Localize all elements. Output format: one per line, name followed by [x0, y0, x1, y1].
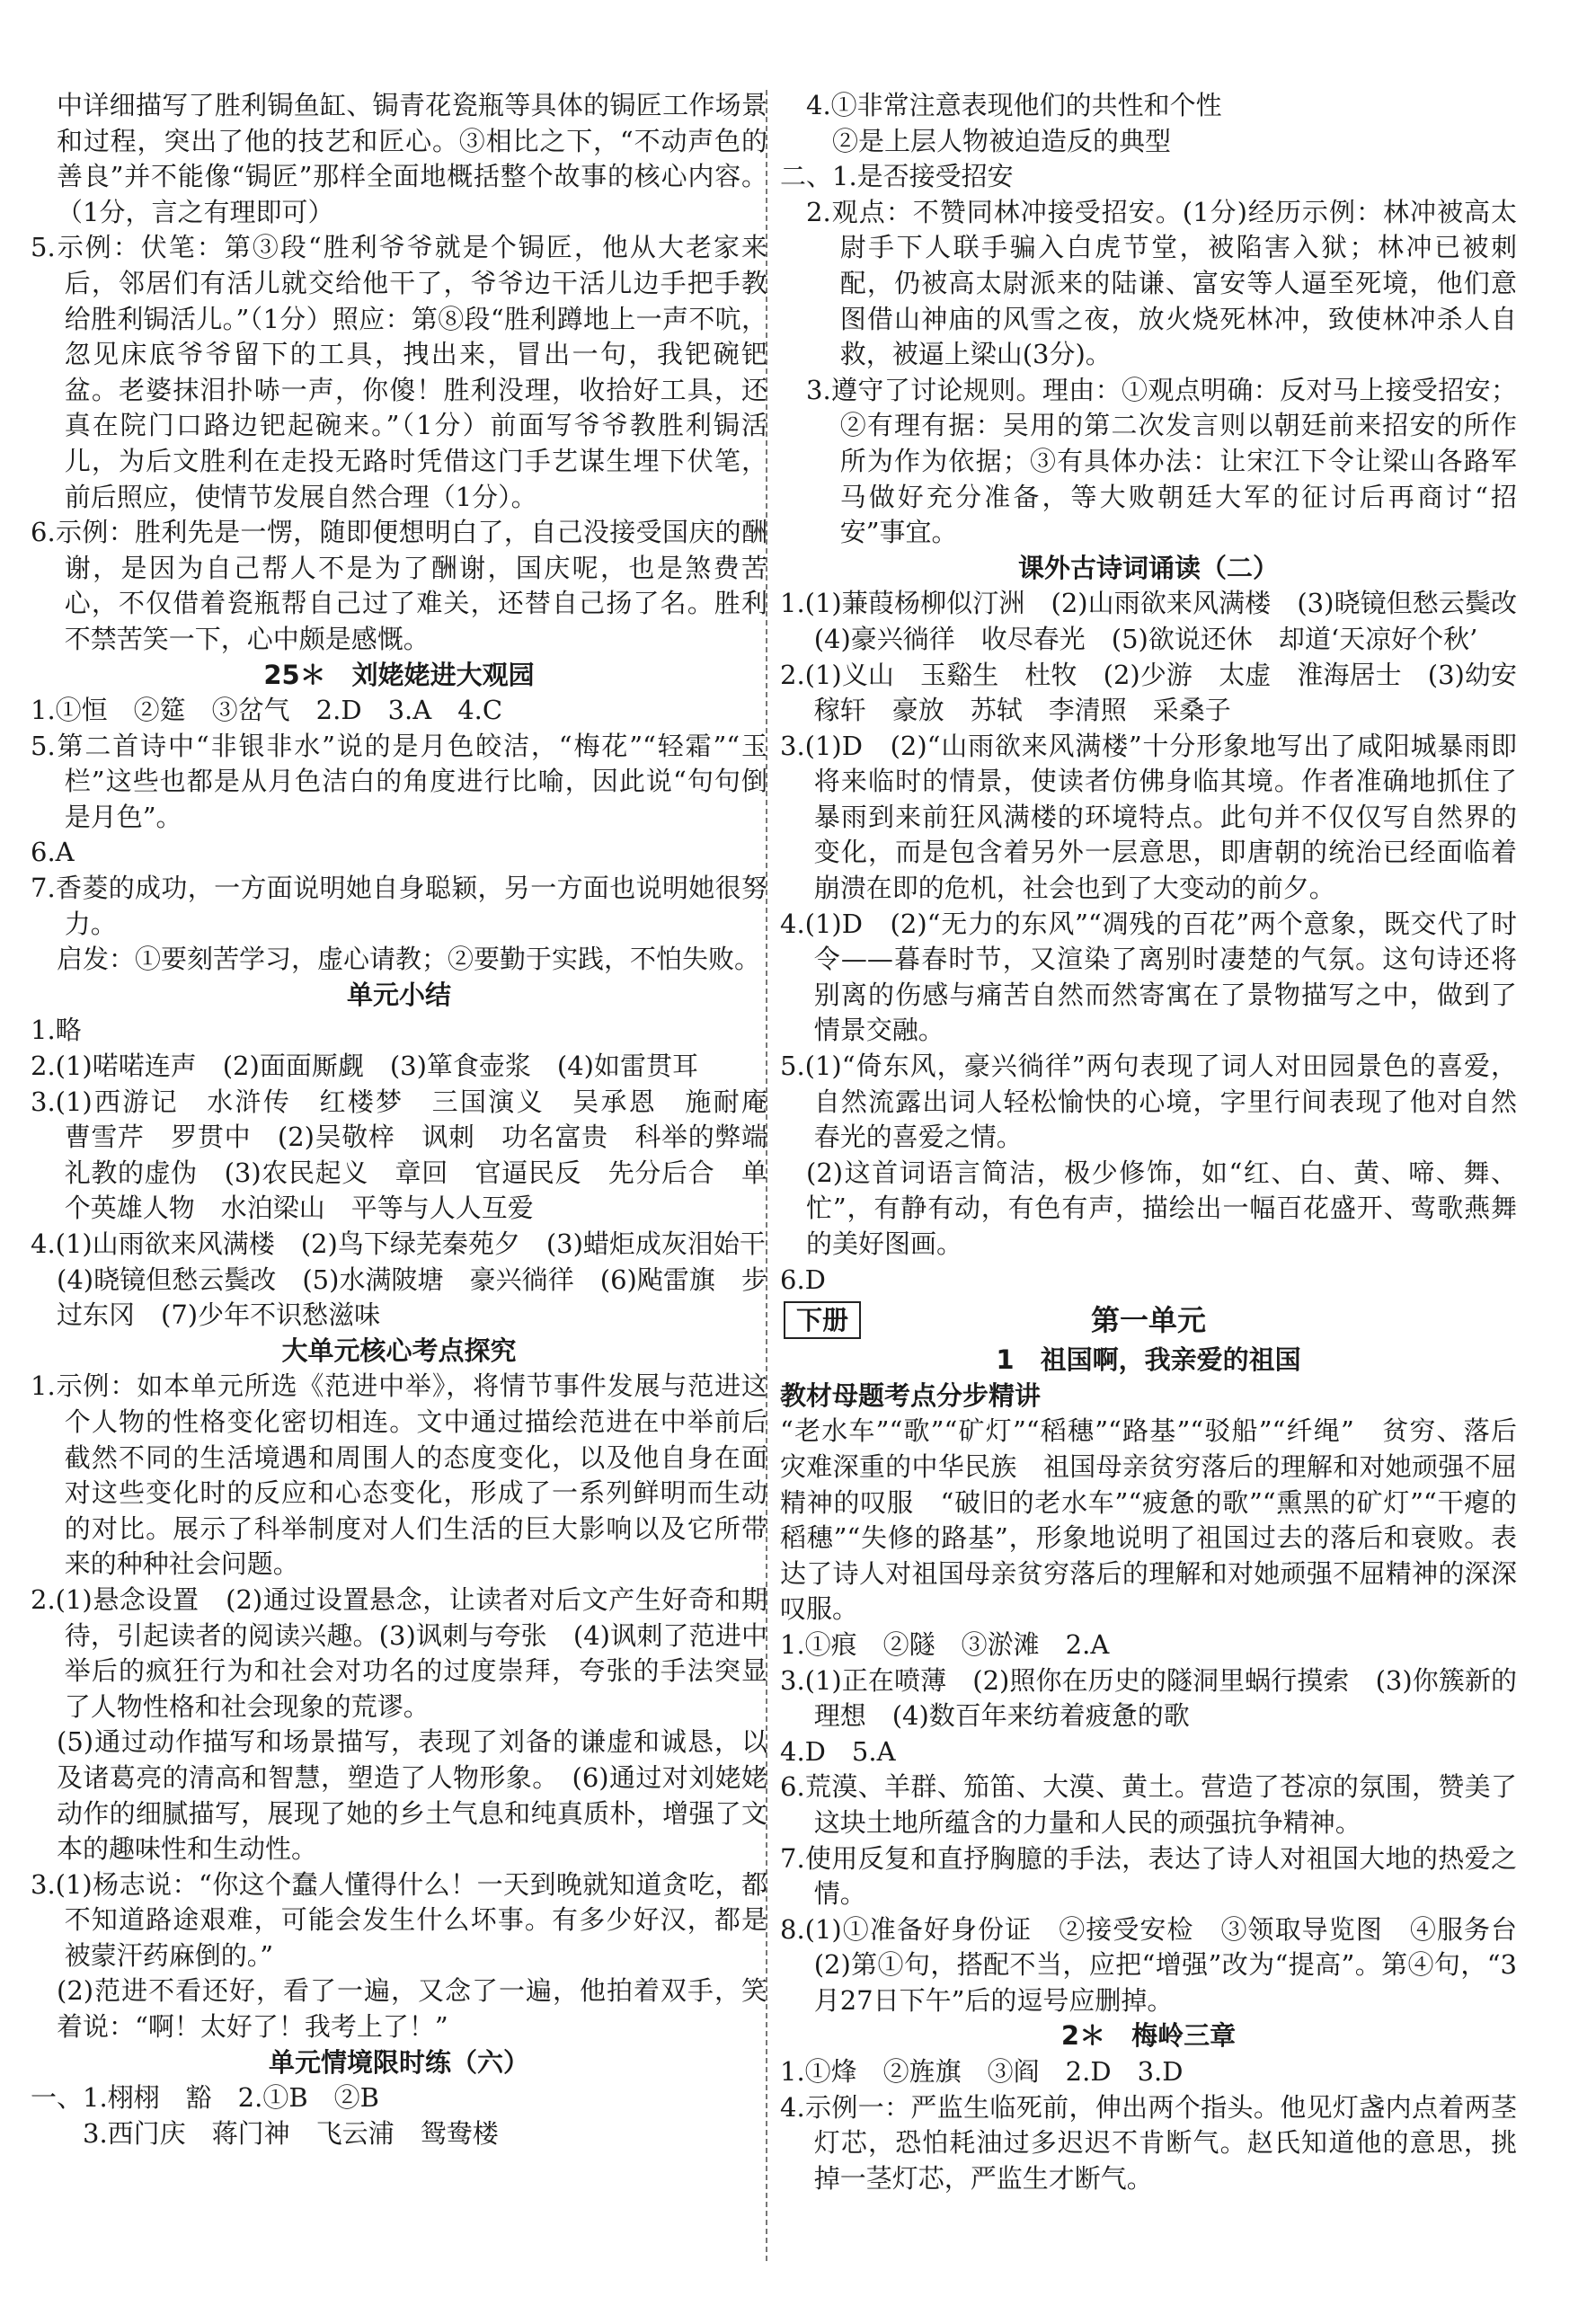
answer-item: 3.遵守了讨论规则。理由：①观点明确：反对马上接受招安；②有理有据：吴用的第二次发言则以朝廷前来招安的所作所为作为依据；③有具体办法：让宋江下令让梁山各路军马做好充分准备，等大败朝廷大军的征讨后再商讨“招安”事宜。	[806, 374, 1517, 548]
section-heading: 2＊ 梅岭三章	[1060, 2020, 1237, 2052]
answer-item: ②是上层人物被迫造反的典型	[832, 125, 1172, 156]
answer-item: (4)晓镜但愁云鬓改 (5)水满陂塘 豪兴徜徉 (6)飐雷旗 步过东冈 (7)少年不识愁滋味	[57, 1264, 767, 1331]
answer-item: 4.(1)山雨欲来风满楼 (2)鸟下绿芜秦苑夕 (3)蜡炬成灰泪始干	[31, 1228, 766, 1259]
unit-header	[780, 1298, 1517, 1343]
subsection-heading: 教材母题考点分步精讲	[780, 1379, 1042, 1411]
answer-item: 1.①烽 ②旌旗 ③阎 2.D 3.D	[780, 2056, 1184, 2088]
answer-item: 8.(1)①准备好身份证 ②接受安检 ③领取导览图 ④服务台 (2)第①句，搭配不当，应把“增强”改为“提高”。第④句，“3月27日下午”后的逗号应删掉。	[780, 1913, 1544, 2016]
answer-item: 6.荒漠、羊群、笳笛、大漠、黄土。营造了苍凉的氛围，赞美了这块土地所蕴含的力量和人民的顽强抗争精神。	[780, 1771, 1517, 1838]
answer-item: 3.(1)D (2)“山雨欲来风满楼”十分形象地写出了咸阳城暴雨即将来临时的情景，使读者仿佛身临其境。作者准确地抓住了暴雨到来前狂风满楼的环境特点。此句并不仅仅写自然界的变化，而是包含着另外一层意思，即唐朝的统治已经面临着崩溃在即的危机，社会也到了大变动的前夕。	[780, 730, 1517, 904]
volume-badge: 下册	[784, 1301, 861, 1339]
answer-item: 7.香菱的成功，一方面说明她自身聪颖，另一方面也说明她很努力。	[31, 873, 767, 939]
answer-item: 2.(1)义山 玉谿生 杜牧 (2)少游 太虚 淮海居士 (3)幼安 稼轩 豪放 苏轼 李清照 采桑子	[780, 659, 1544, 726]
answer-item: 2.(1)喏喏连声 (2)面面厮觑 (3)箪食壶浆 (4)如雷贯耳	[31, 1051, 698, 1082]
section-heading: 25＊ 刘姥姥进大观园	[263, 659, 535, 690]
section-heading: 大单元核心考点探究	[281, 1335, 517, 1366]
answer-item: 一、1.栩栩 豁 2.①B ②B	[31, 2082, 379, 2114]
answer-item: 1.①恒 ②筵 ③岔气 2.D 3.A 4.C	[31, 695, 503, 726]
answer-item: 3.(1)西游记 水浒传 红楼梦 三国演义 吴承恩 施耐庵 曹雪芹 罗贯中 (2)吴敬梓 讽刺 功名富贵 科举的弊端 礼教的虚伪 (3)农民起义 章回 官逼民反 先分后合 单个英雄人物 水泊梁山 平等与人人互爱	[31, 1086, 794, 1224]
section-heading: 课外古诗词诵读（二）	[1017, 552, 1279, 583]
answer-item: 二、1.是否接受招安	[780, 161, 1014, 192]
left-column	[31, 88, 794, 2261]
answer-item: 7.使用反复和直抒胸臆的手法，表达了诗人对祖国大地的热爱之情。	[780, 1842, 1517, 1910]
right-column	[780, 88, 1544, 2261]
answer-item: 1.略	[31, 1015, 82, 1046]
answer-item: 中详细描写了胜利锔鱼缸、锔青花瓷瓶等具体的锔匠工作场景和过程，突出了他的技艺和匠心。③相比之下，“不动声色的善良”并不能像“锔匠”那样全面地概括整个故事的核心内容。（1分，言之有理即可）	[57, 90, 767, 227]
answer-item: 6.A	[31, 837, 75, 868]
answer-item: 启发：①要刻苦学习，虚心请教；②要勤于实践，不怕失败。	[57, 944, 761, 975]
section-heading: 单元情境限时练（六）	[268, 2046, 529, 2078]
answer-item: 3.西门庆 蒋门神 飞云浦 鸳鸯楼	[83, 2117, 499, 2149]
answer-item: 5.(1)“倚东风，豪兴徜徉”两句表现了词人对田园景色的喜爱，自然流露出词人轻松愉快的心境，字里行间表现了他对自然春光的喜爱之情。	[780, 1051, 1517, 1153]
answer-item: 6.D	[780, 1264, 826, 1295]
answer-item: (5)通过动作描写和场景描写，表现了刘备的谦虚和诚恳，以及诸葛亮的清高和智慧，塑造了人物形象。 (6)通过对刘姥姥动作的细腻描写，展现了她的乡土气息和纯真质朴，增强了文本的趣味性和生动性。	[57, 1726, 767, 1865]
answer-item: (2)这首词语言简洁，极少修饰，如“红、白、黄、啼、舞、忙”，有静有动，有色有声，描绘出一幅百花盛开、莺歌燕舞的美好图画。	[806, 1157, 1517, 1259]
answer-item: “老水车”“歌”“矿灯”“稻穗”“路基”“驳船”“纤绳” 贫穷、落后 灾难深重的中华民族 祖国母亲贫穷落后的理解和对她顽强不屈精神的叹服 “破旧的老水车”“疲惫的歌”“熏黑的矿灯”“干瘪的稻穗”“失修的路基”，形象地说明了祖国过去的落后和衰败。表达了诗人对祖国母亲贫穷落后的理解和对她顽强不屈精神的深深叹服。	[780, 1415, 1544, 1625]
answer-item: 4.①非常注意表现他们的共性和个性	[806, 90, 1222, 120]
answer-item: 4.示例一：严监生临死前，伸出两个指头。他见灯盏内点着两茎灯芯，恐怕耗油过多迟迟不肯断气。赵氏知道他的意思，挑掉一茎灯芯，严监生才断气。	[780, 2091, 1517, 2194]
answer-item: 1.①痕 ②隧 ③淤滩 2.A	[780, 1628, 1110, 1660]
answer-item: 4.(1)D (2)“无力的东风”“凋残的百花”两个意象，既交代了时令——暮春时节，又渲染了离别时凄楚的气氛。这句诗还将别离的伤感与痛苦自然而然寄寓在了景物描写之中，做到了情景交融。	[780, 908, 1517, 1046]
answer-item: (2)范进不看还好，看了一遍，又念了一遍，他拍着双手，笑着说：“啊！太好了！我考上了！”	[57, 1975, 767, 2043]
answer-item: 2.(1)悬念设置 (2)通过设置悬念，让读者对后文产生好奇和期待，引起读者的阅读兴趣。(3)讽刺与夸张 (4)讽刺了范进中举后的疯狂行为和社会对功名的过度崇拜，夸张的手法突显了人物性格和社会现象的荒谬。	[31, 1583, 767, 1722]
section-heading: 单元小结	[346, 979, 451, 1010]
answer-item: 3.(1)杨志说：“你这个蠢人懂得什么！一天到晚就知道贪吃，都不知道路途艰难，可能会发生什么坏事。有多少好汉，都是被蒙汗药麻倒的。”	[31, 1868, 767, 1971]
section-heading: 1 祖国啊，我亲爱的祖国	[996, 1344, 1301, 1376]
answer-item: 5.示例：伏笔：第③段“胜利爷爷就是个锔匠，他从大老家来后，邻居们有活儿就交给他干了，爷爷边干活儿边手把手教给胜利锔活儿。”（1分）照应：第⑧段“胜利蹲地上一声不吭，忽见床底爷爷留下的工具，拽出来，冒出一句，我钯碗钯盆。老婆抹泪扑哧一声，你傻！胜利没理，收拾好工具，还真在院门口路边钯起碗来。”（1分）前面写爷爷教胜利锔活儿，为后文胜利在走投无路时凭借这门手艺谋生埋下伏笔，前后照应，使情节发展自然合理（1分）。	[31, 232, 767, 512]
answer-item: 2.观点：不赞同林冲接受招安。(1分)经历示例：林冲被高太尉手下人联手骗入白虎节堂，被陷害入狱；林冲已被刺配，仍被高太尉派来的陆谦、富安等人逼至死境，他们意图借山神庙的风雪之夜，放火烧死林冲，致使林冲杀人自救，被逼上梁山(3分)。	[806, 196, 1517, 370]
unit-title: 第一单元	[1090, 1303, 1206, 1338]
answer-item: 1.示例：如本单元所选《范进中举》，将情节事件发展与范进这个人物的性格变化密切相连。文中通过描绘范进在中举前后截然不同的生活境遇和周围人的态度变化，以及他自身在面对这些变化时的反应和心态变化，形成了一系列鲜明而生动的对比。展示了科举制度对人们生活的巨大影响以及它所带来的种种社会问题。	[31, 1370, 767, 1580]
answer-item: 6.示例：胜利先是一愣，随即便想明白了，自己没接受国庆的酬谢，是因为自己帮人不是为了酬谢，国庆呢，也是煞费苦心，不仅借着瓷瓶帮自己过了难关，还替自己扬了名。胜利不禁苦笑一下，心中颇是感慨。	[31, 517, 767, 654]
answer-item: 5.第二首诗中“非银非水”说的是月色皎洁，“梅花”“轻霜”“玉栏”这些也都是从月色洁白的角度进行比喻，因此说“句句倒是月色”。	[31, 730, 767, 832]
answer-item: 1.(1)蒹葭杨柳似汀洲 (2)山雨欲来风满楼 (3)晓镜但愁云鬓改 (4)豪兴徜徉 收尽春光 (5)欲说还休 却道‘天凉好个秋’	[780, 588, 1544, 654]
answer-item: 4.D 5.A	[780, 1735, 896, 1767]
answer-item: 3.(1)正在喷薄 (2)照你在历史的隧洞里蜗行摸索 (3)你簇新的理想 (4)数百年来纺着疲惫的歌	[780, 1664, 1517, 1732]
